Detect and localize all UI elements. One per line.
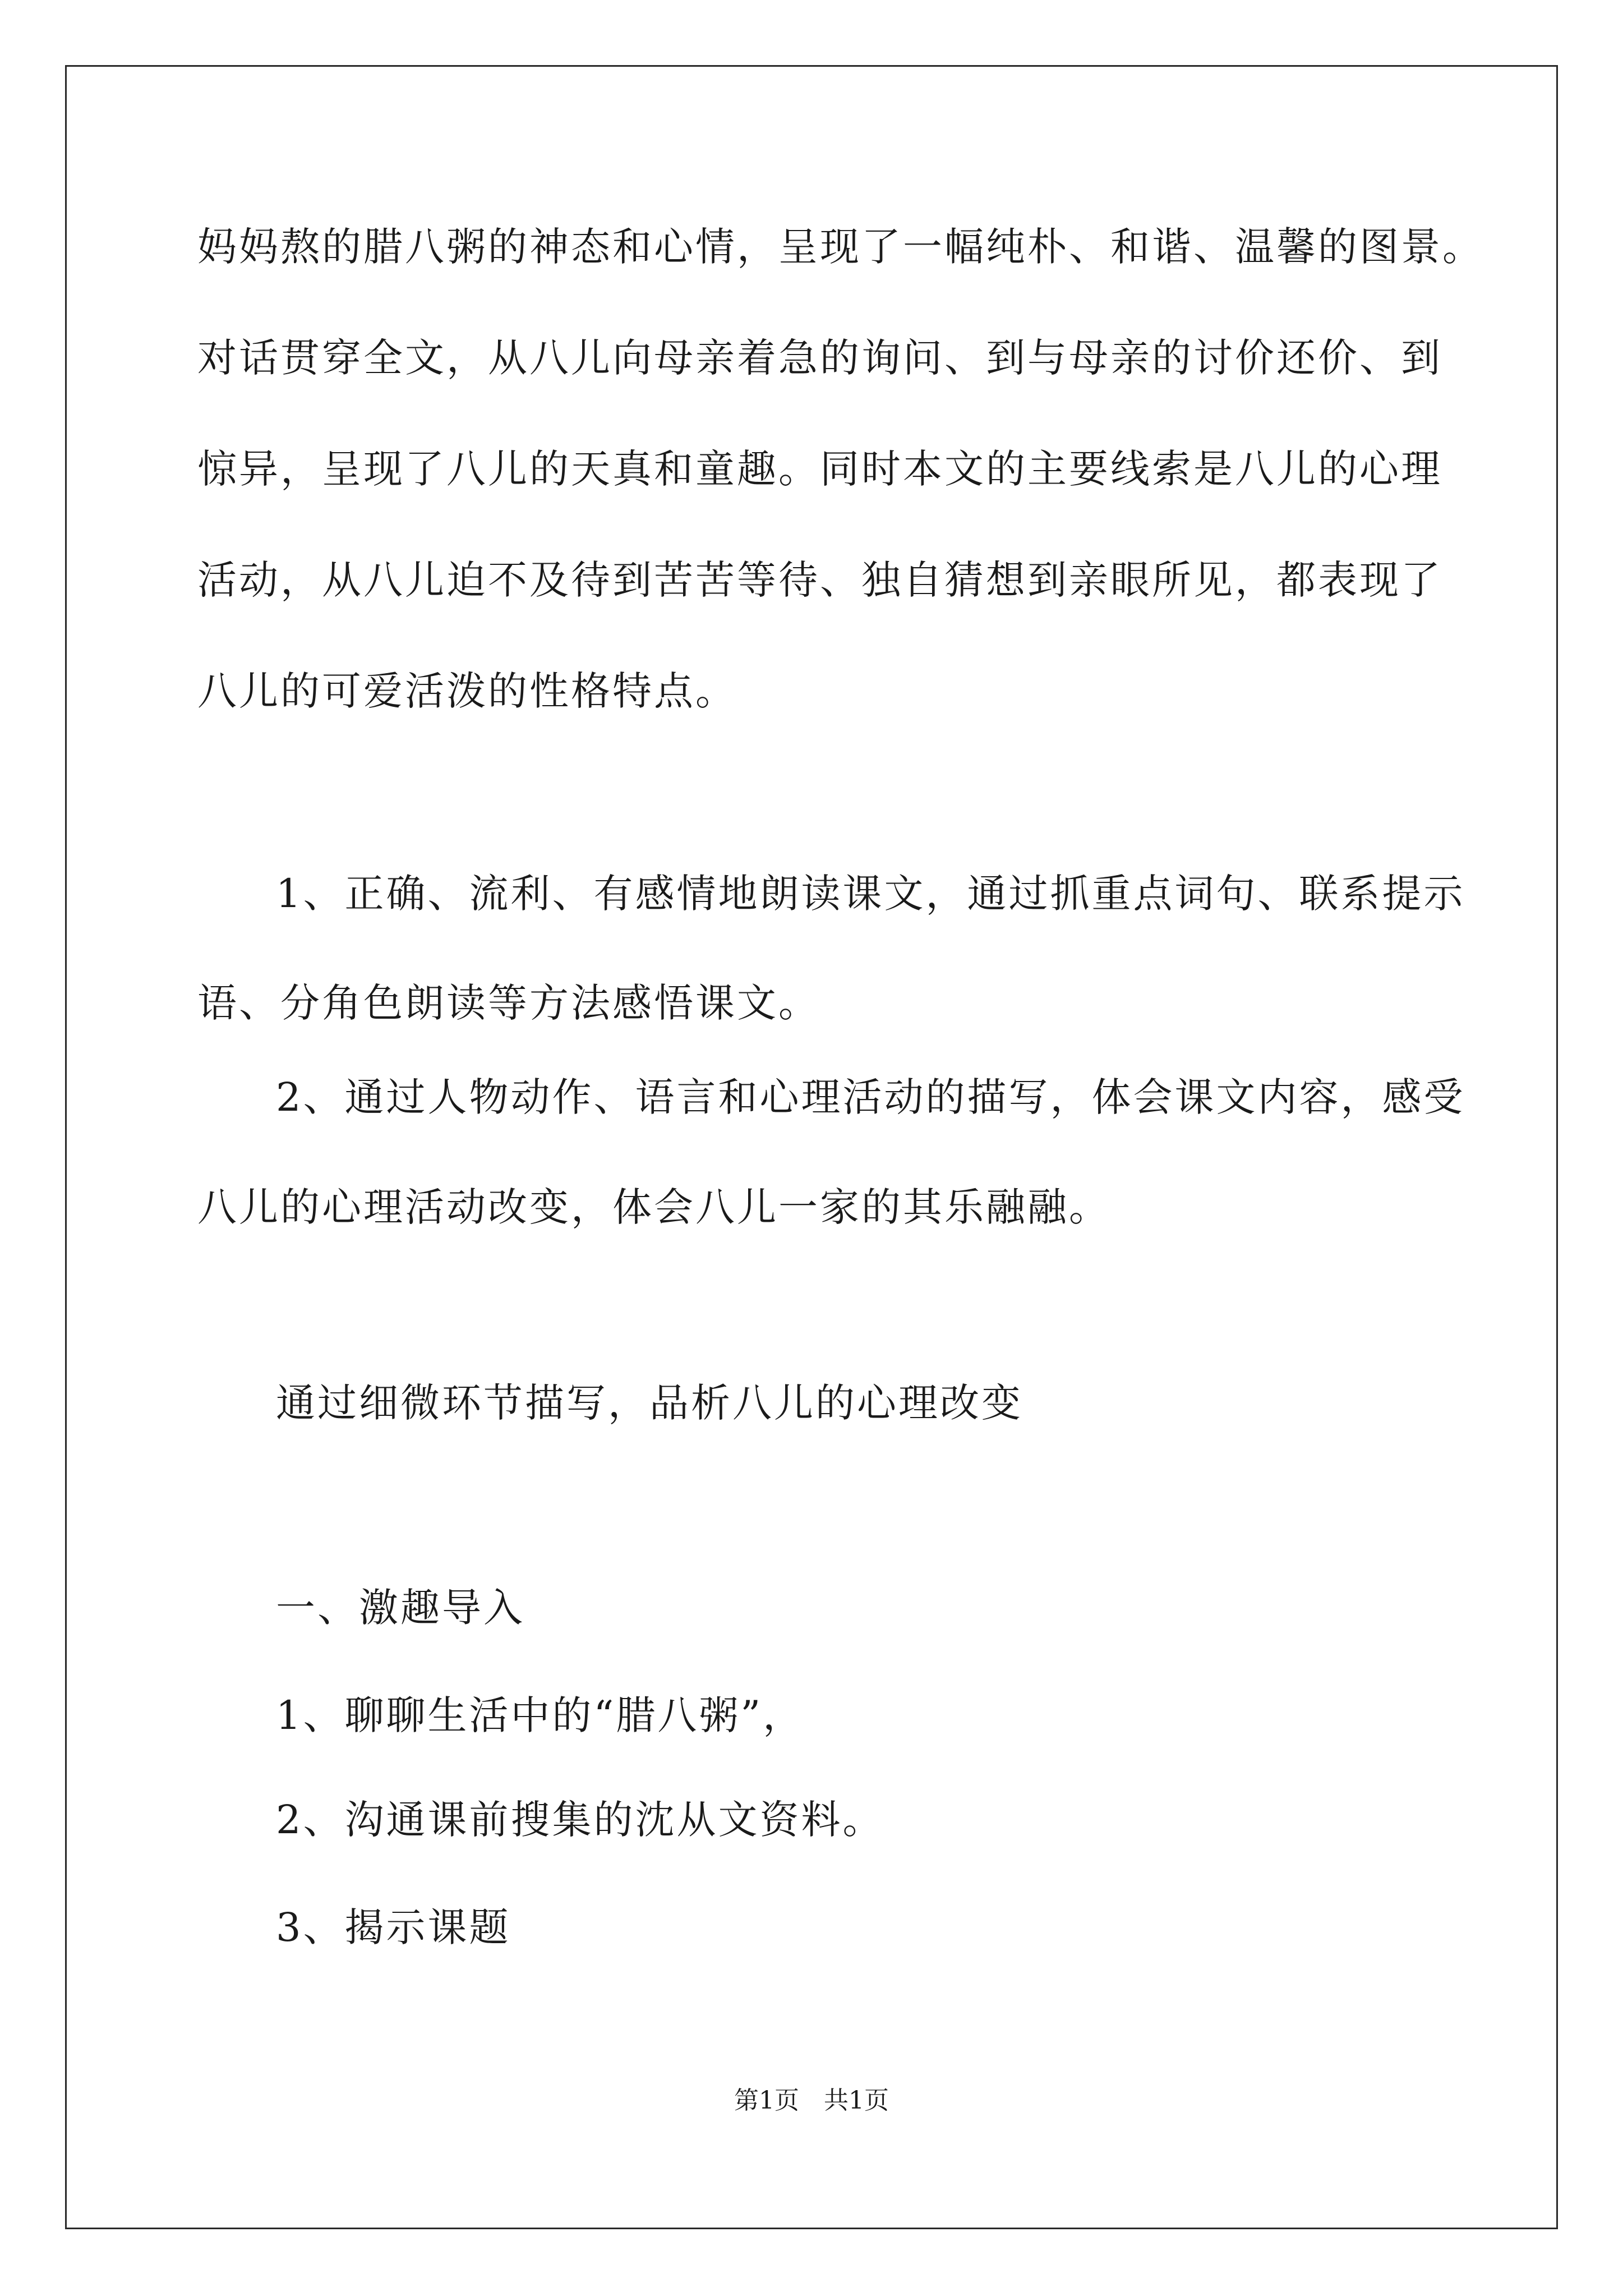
goal-2-line: 八儿的心理活动改变，体会八儿一家的其乐融融。 [197,1184,1110,1230]
step-item: 1、聊聊生活中的“腊八粥”， [276,1692,805,1738]
goal-1-line: 语、分角色朗读等方法感悟课文。 [197,980,820,1026]
text-line: 惊异，呈现了八儿的天真和童趣。同时本文的主要线索是八儿的心理 [197,446,1442,492]
text-line: 妈妈熬的腊八粥的神态和心情，呈现了一幅纯朴、和谐、温馨的图景。 [197,224,1484,270]
goal-2-line: 2、通过人物动作、语言和心理活动的描写，体会课文内容，感受 [276,1074,1465,1120]
section-heading: 一、激趣导入 [276,1585,525,1631]
goal-1-line: 1、正确、流利、有感情地朗读课文，通过抓重点词句、联系提示 [276,871,1465,917]
key-point-text: 通过细微环节描写，品析八儿的心理改变 [276,1380,1023,1426]
page-number-total: 共1页 [824,2086,889,2115]
step-item: 3、揭示课题 [276,1904,511,1950]
text-line: 八儿的可爱活泼的性格特点。 [197,668,737,714]
step-item: 2、沟通课前搜集的沈从文资料。 [276,1797,884,1843]
page-number-current: 第1页 [734,2086,799,2115]
text-line: 活动，从八儿迫不及待到苦苦等待、独自猜想到亲眼所见，都表现了 [197,557,1442,603]
page-footer [0,2084,1623,2118]
text-line: 对话贯穿全文，从八儿向母亲着急的询问、到与母亲的讨价还价、到 [197,335,1442,381]
